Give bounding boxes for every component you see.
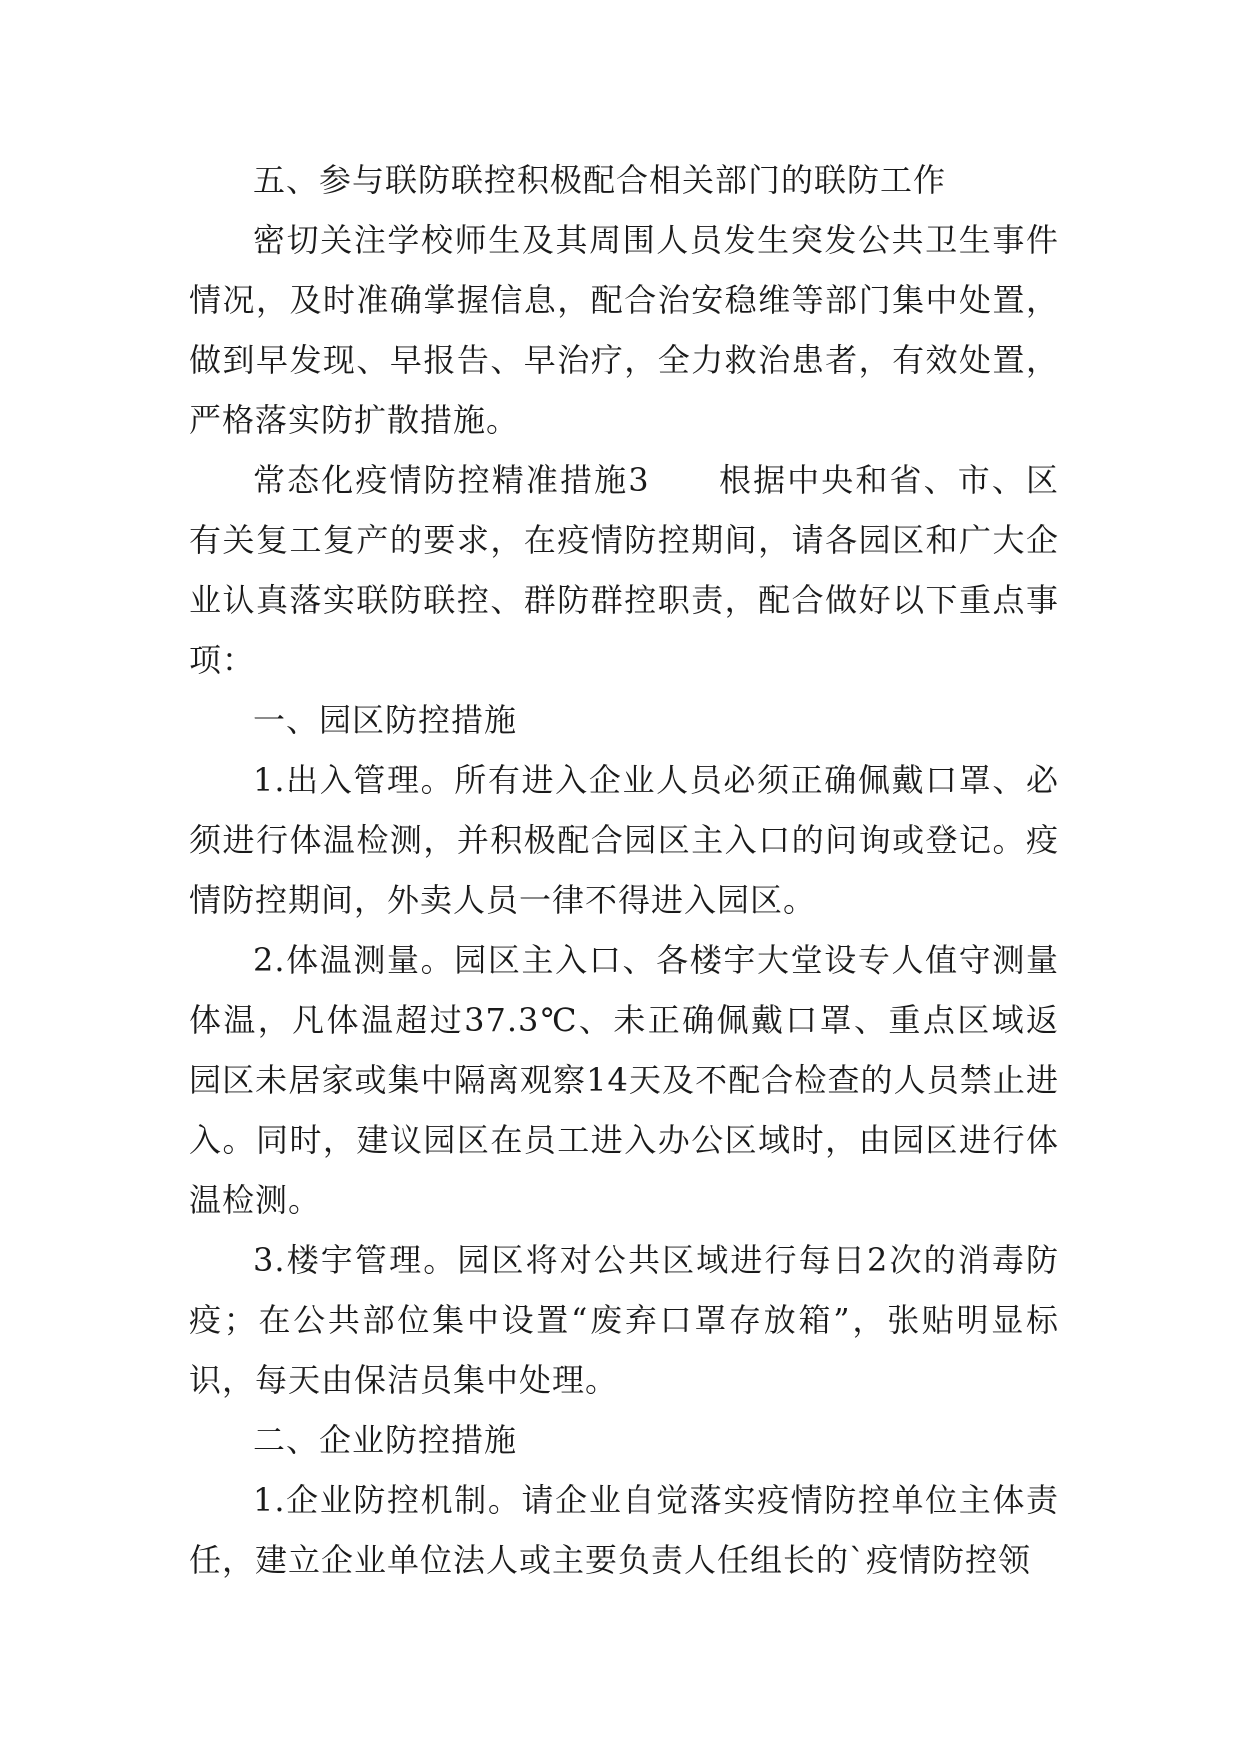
paragraph-building-management: 3.楼宇管理。园区将对公共区域进行每日2次的消毒防疫；在公共部位集中设置“废弃口罩存放箱”，张贴明显标识，每天由保洁员集中处理。 [189, 1241, 1059, 1399]
paragraph-temperature-check: 2.体温测量。园区主入口、各楼宇大堂设专人值守测量体温，凡体温超过37.3℃、未正确佩戴口罩、重点区域返园区未居家或集中隔离观察14天及不配合检查的人员禁止进入。同时，建议园区在员工进入办公区域时，由园区进行体温检测。 [189, 941, 1059, 1219]
paragraph-measures-intro: 常态化疫情防控精准措施3 根据中央和省、市、区有关复工复产的要求，在疫情防控期间，请各园区和广大企业认真落实联防联控、群防群控职责，配合做好以下重点事项： [189, 461, 1059, 679]
section-heading-enterprise-measures: 二、企业防控措施 [253, 1421, 518, 1459]
paragraph-monitoring: 密切关注学校师生及其周围人员发生突发公共卫生事件情况，及时准确掌握信息，配合治安稳维等部门集中处置，做到早发现、早报告、早治疗，全力救治患者，有效处置，严格落实防扩散措施。 [189, 221, 1059, 439]
section-heading-park-measures: 一、园区防控措施 [253, 701, 518, 739]
section-heading-joint-prevention: 五、参与联防联控积极配合相关部门的联防工作 [253, 161, 947, 199]
document-body [189, 150, 1059, 1590]
paragraph-entry-management: 1.出入管理。所有进入企业人员必须正确佩戴口罩、必须进行体温检测，并积极配合园区主入口的问询或登记。疫情防控期间，外卖人员一律不得进入园区。 [189, 761, 1059, 919]
paragraph-enterprise-mechanism: 1.企业防控机制。请企业自觉落实疫情防控单位主体责任，建立企业单位法人或主要负责人任组长的`疫情防控领 [189, 1481, 1059, 1579]
